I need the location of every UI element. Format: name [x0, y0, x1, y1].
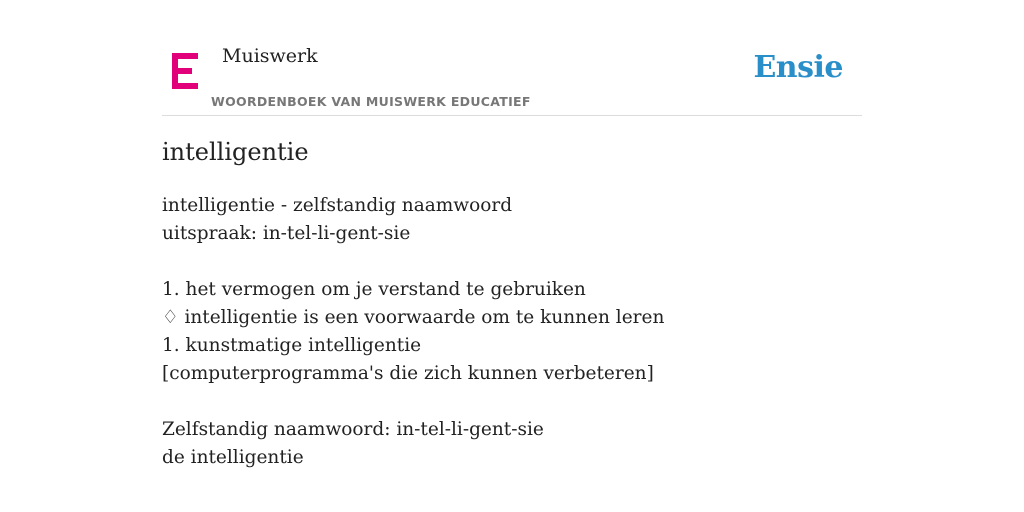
definition-body: [162, 192, 862, 472]
compound-explanation-line: [computerprogramma's die zich kunnen verbeteren]: [162, 363, 654, 384]
brand-name[interactable]: Muiswerk: [222, 45, 318, 67]
header: [162, 0, 862, 116]
syllabification-line: Zelfstandig naamwoord: in-tel-li-gent-sie: [162, 419, 544, 440]
blank-line: [162, 248, 862, 276]
word-class-line: intelligentie - zelfstandig naamwoord: [162, 195, 513, 216]
blank-line: [162, 388, 862, 416]
ensie-logo[interactable]: Ensie: [753, 50, 843, 85]
tagline: WOORDENBOEK VAN MUISWERK EDUCATIEF: [211, 94, 531, 109]
compound-line: 1. kunstmatige intelligentie: [162, 335, 422, 356]
page-title: intelligentie: [162, 138, 309, 166]
example-line: ♢ intelligentie is een voorwaarde om te kunnen leren: [162, 307, 665, 328]
article-line: de intelligentie: [162, 447, 304, 468]
pronunciation-line: uitspraak: in-tel-li-gent-sie: [162, 223, 411, 244]
muiswerk-logo-icon[interactable]: [172, 53, 200, 89]
definition-line: 1. het vermogen om je verstand te gebruiken: [162, 279, 586, 300]
